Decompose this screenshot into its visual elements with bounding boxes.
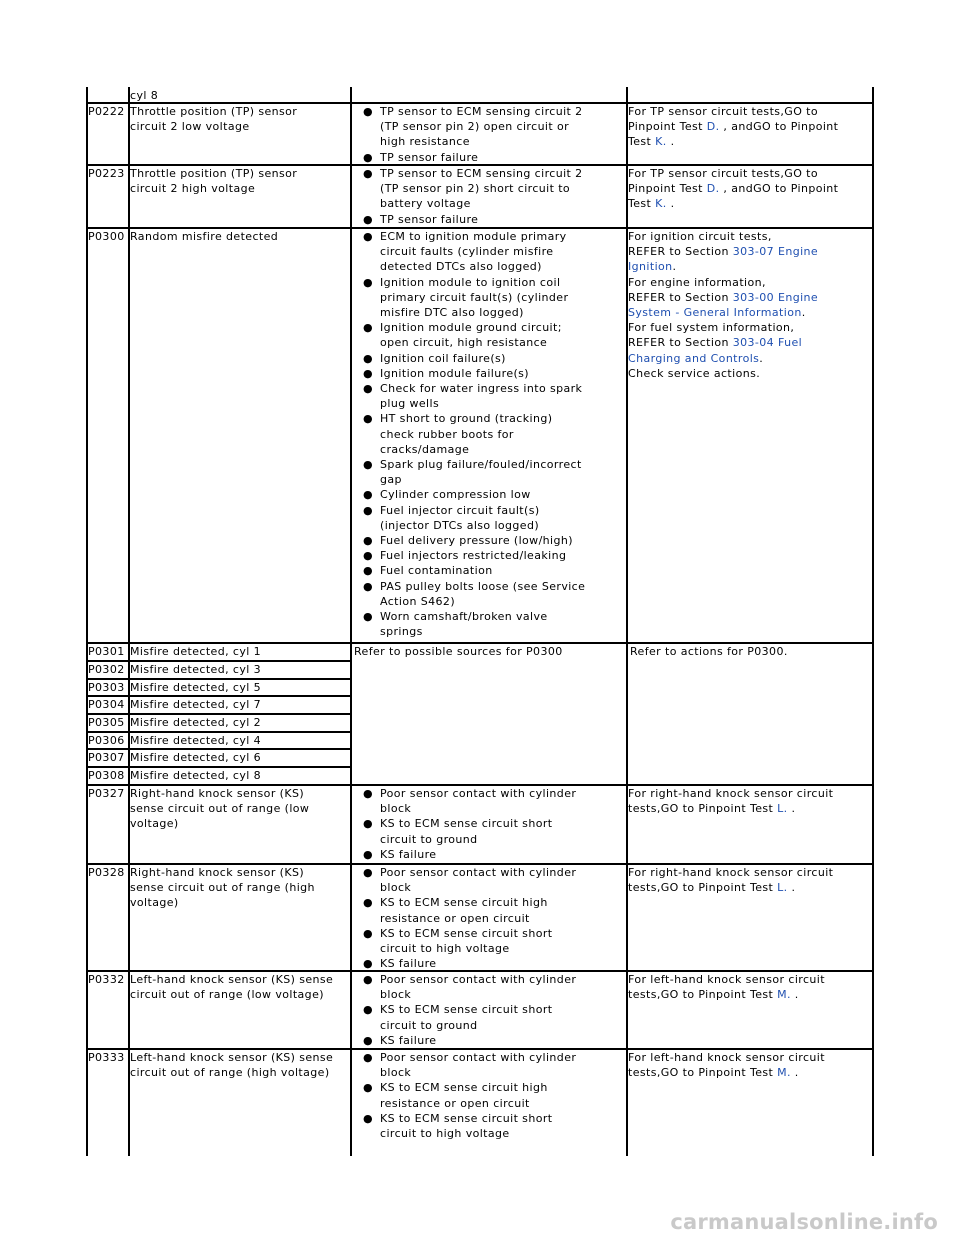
list-item <box>351 1002 576 1032</box>
action-line <box>628 1050 825 1065</box>
list-item <box>351 457 585 487</box>
bullet-icon: ● <box>363 847 373 861</box>
action-line <box>628 786 833 801</box>
bullet-icon: ● <box>363 412 373 426</box>
list-item-text: ECM to ignition module primary <box>380 230 567 243</box>
action-line <box>628 865 833 880</box>
list-item <box>351 956 576 971</box>
list-item <box>351 351 585 366</box>
dtc-code: P0328 <box>88 866 125 879</box>
list-item-text: Spark plug failure/fouled/incorrect <box>380 458 582 472</box>
action-line <box>628 801 833 816</box>
list-item <box>351 1111 576 1141</box>
action-text-segment: Test <box>628 197 656 211</box>
list-item <box>351 816 576 846</box>
list-item-text: Action S462) <box>380 594 456 608</box>
action-text <box>628 1050 825 1080</box>
description-line: voltage) <box>130 896 179 910</box>
list-item-text: open circuit, high resistance <box>380 336 548 350</box>
list-item <box>351 847 576 862</box>
action-text-segment: REFER to Section <box>628 245 733 259</box>
list-item-text: block <box>380 802 412 816</box>
action-text-segment: . <box>672 260 677 274</box>
dtc-code: P0308 <box>88 769 125 782</box>
action-line <box>628 1065 825 1080</box>
action-text-segment: For left-hand knock sensor circuit <box>628 973 825 986</box>
possible-sources-list <box>351 1050 576 1141</box>
action-text <box>628 229 818 381</box>
bullet-icon: ● <box>363 321 373 335</box>
action-text-segment: For ignition circuit tests, <box>628 230 772 243</box>
action-text-segment: Test <box>628 135 656 149</box>
bullet-icon: ● <box>363 549 373 563</box>
list-item-text: circuit faults (cylinder misfire <box>380 245 554 259</box>
col-rule-right <box>872 87 874 1156</box>
dtc-description <box>130 680 261 695</box>
bullet-icon: ● <box>363 1111 373 1125</box>
action-line <box>628 987 825 1002</box>
list-item-text: block <box>380 988 412 1002</box>
dtc-code: P0302 <box>88 663 125 676</box>
list-item-text: circuit to ground <box>380 1018 478 1032</box>
action-text-segment: . <box>759 351 764 365</box>
action-link[interactable]: System - General Information <box>628 306 802 320</box>
description-line: Misfire detected, cyl 1 <box>130 645 261 658</box>
action-line <box>628 134 838 149</box>
dtc-code: P0307 <box>88 751 125 764</box>
possible-sources-list <box>351 166 583 227</box>
list-item-text: gap <box>380 473 402 487</box>
action-text <box>628 865 833 895</box>
list-item <box>351 320 585 350</box>
action-text-segment: . <box>801 306 806 320</box>
description-line: Misfire detected, cyl 5 <box>130 681 261 694</box>
action-link[interactable]: 303-00 Engine <box>732 290 819 304</box>
bullet-icon: ● <box>363 787 373 800</box>
action-text <box>628 786 833 816</box>
action-line <box>628 290 818 305</box>
bullet-icon: ● <box>363 503 373 517</box>
action-link[interactable]: M. <box>777 1066 795 1080</box>
dtc-code: P0303 <box>88 681 125 694</box>
action-text-segment: Pinpoint Test <box>628 182 707 196</box>
possible-sources-list <box>351 786 576 862</box>
dtc-description <box>130 104 297 134</box>
action-link[interactable]: Ignition <box>628 260 673 274</box>
dtc-description <box>130 786 309 832</box>
possible-sources-list <box>351 229 585 639</box>
action-line <box>628 275 818 290</box>
list-item-text: springs <box>380 625 423 639</box>
list-item <box>351 1050 576 1080</box>
description-line: Throttle position (TP) sensor <box>130 167 298 180</box>
bullet-icon: ● <box>363 105 373 118</box>
action-link[interactable]: 303-04 Fuel <box>732 336 803 350</box>
action-line <box>628 320 818 335</box>
action-line <box>628 119 838 134</box>
list-item-text: KS failure <box>380 957 437 971</box>
dtc-code: P0222 <box>88 105 125 118</box>
bullet-icon: ● <box>363 230 373 243</box>
list-item-text: HT short to ground (tracking) <box>380 412 553 426</box>
description-line: Misfire detected, cyl 7 <box>130 698 261 711</box>
action-text-segment: tests,GO to Pinpoint Test <box>628 988 778 1002</box>
bullet-icon: ● <box>363 351 373 365</box>
description-line: cyl 8 <box>130 89 159 102</box>
list-item-text: Fuel injectors restricted/leaking <box>380 549 567 563</box>
dtc-code: P0306 <box>88 734 125 747</box>
bullet-icon: ● <box>363 866 373 879</box>
list-item <box>351 104 583 150</box>
list-item-text: plug wells <box>380 397 440 411</box>
list-item <box>351 579 585 609</box>
dtc-code: P0304 <box>88 698 125 711</box>
description-line: Right-hand knock sensor (KS) <box>130 866 305 879</box>
dtc-description <box>130 166 297 196</box>
list-item-text: Fuel contamination <box>380 564 493 578</box>
bullet-icon: ● <box>363 1051 373 1064</box>
action-link[interactable]: M. <box>777 988 795 1002</box>
action-line <box>628 351 818 366</box>
list-item-text: Poor sensor contact with cylinder <box>380 973 577 986</box>
list-item <box>351 1033 576 1048</box>
dtc-description <box>130 644 261 659</box>
bullet-icon: ● <box>363 610 373 624</box>
bullet-icon: ● <box>363 1033 373 1047</box>
list-item-text: TP sensor failure <box>380 212 479 226</box>
list-item-text: primary circuit fault(s) (cylinder <box>380 290 569 304</box>
action-line <box>628 244 818 259</box>
bullet-icon: ● <box>363 926 373 940</box>
action-text <box>628 166 838 212</box>
description-line: Misfire detected, cyl 6 <box>130 751 261 764</box>
list-item-text: Cylinder compression low <box>380 488 531 502</box>
action-text <box>628 104 838 150</box>
list-item-text: circuit to high voltage <box>380 942 510 956</box>
list-item <box>351 786 576 816</box>
bullet-icon: ● <box>363 534 373 548</box>
possible-sources-list <box>351 865 576 971</box>
description-line: Random misfire detected <box>130 230 279 243</box>
list-item-text: circuit to high voltage <box>380 1127 510 1141</box>
dtc-description <box>130 733 261 748</box>
list-item <box>351 533 585 548</box>
dtc-description <box>130 972 333 1002</box>
list-item-text: Ignition module ground circuit; <box>380 321 562 335</box>
action-text-segment: Pinpoint Test <box>628 120 707 134</box>
action-line <box>628 259 818 274</box>
dtc-description <box>130 1050 333 1080</box>
list-item-text: KS failure <box>380 1033 437 1047</box>
bullet-icon: ● <box>363 488 373 502</box>
action-line <box>628 229 818 244</box>
bullet-icon: ● <box>363 212 373 226</box>
action-text-segment: . <box>794 988 799 1002</box>
list-item-text: Ignition module failure(s) <box>380 366 530 380</box>
action-text-segment: For TP sensor circuit tests,GO to <box>628 105 819 118</box>
action-link[interactable]: L. <box>777 881 792 895</box>
action-text-segment: , andGO to Pinpoint <box>723 182 839 196</box>
action-link[interactable]: D. <box>706 182 724 196</box>
list-item-text: KS to ECM sense circuit short <box>380 817 553 831</box>
list-item-text: KS to ECM sense circuit high <box>380 896 548 910</box>
bullet-icon: ● <box>363 896 373 910</box>
description-line: voltage) <box>130 817 179 831</box>
description-line: sense circuit out of range (low <box>130 802 310 816</box>
bullet-icon: ● <box>363 1081 373 1095</box>
action-text-segment: For fuel system information, <box>628 321 795 335</box>
list-item-text: block <box>380 881 412 895</box>
bullet-icon: ● <box>363 973 373 986</box>
action-line <box>628 166 838 181</box>
list-item-text: block <box>380 1066 412 1080</box>
list-item-text: resistance or open circuit <box>380 911 530 925</box>
action-line <box>628 305 818 320</box>
action-text-segment: . <box>791 802 796 816</box>
action-text <box>628 972 825 1002</box>
dtc-description <box>130 662 261 677</box>
action-text-segment: . <box>791 881 796 895</box>
list-item <box>351 275 585 321</box>
bullet-icon: ● <box>363 957 373 971</box>
dtc-code: P0333 <box>88 1051 125 1064</box>
description-line: Misfire detected, cyl 3 <box>130 663 261 676</box>
description-line: circuit out of range (high voltage) <box>130 1066 330 1080</box>
bullet-icon: ● <box>363 564 373 578</box>
action-text-segment: , andGO to Pinpoint <box>723 120 839 134</box>
description-line: circuit out of range (low voltage) <box>130 988 324 1002</box>
action-link[interactable]: D. <box>706 120 724 134</box>
list-item-text: battery voltage <box>380 197 471 211</box>
action-text-segment: tests,GO to Pinpoint Test <box>628 881 778 895</box>
dtc-description <box>130 865 315 911</box>
dtc-description <box>130 88 158 103</box>
action-text-segment: For engine information, <box>628 275 766 289</box>
list-item-text: Worn camshaft/broken valve <box>380 610 548 624</box>
description-line: Left-hand knock sensor (KS) sense <box>130 1051 334 1064</box>
list-item-text: (TP sensor pin 2) open circuit or <box>380 120 570 134</box>
list-item <box>351 381 585 411</box>
watermark: carmanualsonline.info <box>670 1210 938 1234</box>
list-item-text: resistance or open circuit <box>380 1096 530 1110</box>
action-line <box>628 366 818 381</box>
dtc-description <box>130 768 261 783</box>
description-line: Misfire detected, cyl 2 <box>130 716 261 729</box>
bullet-icon: ● <box>363 167 373 180</box>
list-item-text: misfire DTC also logged) <box>380 306 524 320</box>
action-line <box>628 972 825 987</box>
dtc-description <box>130 715 261 730</box>
list-item <box>351 895 576 925</box>
list-item-text: Poor sensor contact with cylinder <box>380 1051 577 1064</box>
list-item <box>351 229 585 275</box>
bullet-icon: ● <box>363 150 373 164</box>
description-line: Left-hand knock sensor (KS) sense <box>130 973 334 986</box>
action-link[interactable]: Charging and Controls <box>628 351 760 365</box>
action-line <box>628 196 838 211</box>
description-line: circuit 2 high voltage <box>130 182 256 196</box>
list-item <box>351 487 585 502</box>
list-item <box>351 212 583 227</box>
description-line: Misfire detected, cyl 4 <box>130 734 261 747</box>
possible-sources-list <box>351 104 583 165</box>
list-item <box>351 1080 576 1110</box>
list-item-text: (injector DTCs also logged) <box>380 518 540 532</box>
description-line: sense circuit out of range (high <box>130 881 315 895</box>
action-text-segment: tests,GO to Pinpoint Test <box>628 802 778 816</box>
list-item-text: Poor sensor contact with cylinder <box>380 787 577 800</box>
action-line <box>628 181 838 196</box>
description-line: circuit 2 low voltage <box>130 120 250 134</box>
col-rule-left <box>86 87 88 1156</box>
bullet-icon: ● <box>363 817 373 831</box>
list-item-text: TP sensor to ECM sensing circuit 2 <box>380 167 583 180</box>
list-item <box>351 366 585 381</box>
action-text-segment: tests,GO to Pinpoint Test <box>628 1066 778 1080</box>
list-item-text: (TP sensor pin 2) short circuit to <box>380 182 571 196</box>
list-item <box>351 563 585 578</box>
bullet-icon: ● <box>363 382 373 396</box>
list-item-text: KS to ECM sense circuit short <box>380 926 553 940</box>
list-item-text: KS to ECM sense circuit short <box>380 1111 553 1125</box>
list-item <box>351 865 576 895</box>
dtc-code: P0300 <box>88 230 125 243</box>
list-item <box>351 972 576 1002</box>
action-line <box>628 880 833 895</box>
list-item-text: KS to ECM sense circuit high <box>380 1081 548 1095</box>
description-line: Throttle position (TP) sensor <box>130 105 298 118</box>
action-link[interactable]: K. <box>655 135 671 149</box>
description-line: Misfire detected, cyl 8 <box>130 769 261 782</box>
action-text-segment: Check service actions. <box>628 366 761 380</box>
list-item-text: Ignition module to ignition coil <box>380 275 561 289</box>
list-item <box>351 503 585 533</box>
list-item-text: check rubber boots for <box>380 427 514 441</box>
list-item-text: Poor sensor contact with cylinder <box>380 866 577 879</box>
dtc-code: P0327 <box>88 787 125 800</box>
list-item <box>351 411 585 457</box>
action-link[interactable]: L. <box>777 802 792 816</box>
action-link[interactable]: K. <box>655 197 671 211</box>
dtc-code: P0223 <box>88 167 125 180</box>
bullet-icon: ● <box>363 579 373 593</box>
list-item-text: high resistance <box>380 135 470 149</box>
list-item-text: KS to ECM sense circuit short <box>380 1003 553 1017</box>
dtc-description <box>130 750 261 765</box>
bullet-icon: ● <box>363 275 373 289</box>
list-item-text: PAS pulley bolts loose (see Service <box>380 579 586 593</box>
action-text-segment: For TP sensor circuit tests,GO to <box>628 167 819 180</box>
dtc-description <box>130 229 278 244</box>
list-item <box>351 166 583 212</box>
action-text-segment: REFER to Section <box>628 336 733 350</box>
list-item-text: TP sensor failure <box>380 150 479 164</box>
list-item <box>351 150 583 165</box>
action-link[interactable]: 303-07 Engine <box>732 245 819 259</box>
list-item-text: Ignition coil failure(s) <box>380 351 506 365</box>
bullet-icon: ● <box>363 1003 373 1017</box>
list-item-text: Check for water ingress into spark <box>380 382 583 396</box>
action-text-segment: REFER to Section <box>628 290 733 304</box>
list-item-text: TP sensor to ECM sensing circuit 2 <box>380 105 583 118</box>
list-item-text: cracks/damage <box>380 442 470 456</box>
possible-sources-text: Refer to possible sources for P0300 <box>354 645 563 658</box>
dtc-code: P0332 <box>88 973 125 986</box>
list-item <box>351 609 585 639</box>
action-line <box>628 335 818 350</box>
bullet-icon: ● <box>363 458 373 472</box>
list-item-text: Fuel injector circuit fault(s) <box>380 503 540 517</box>
list-item-text: KS failure <box>380 847 437 861</box>
action-text-segment: . <box>670 197 675 211</box>
bullet-icon: ● <box>363 366 373 380</box>
list-item-text: circuit to ground <box>380 832 478 846</box>
action-text-segment: For right-hand knock sensor circuit <box>628 866 834 879</box>
action-text-segment: . <box>670 135 675 149</box>
dtc-description <box>130 697 261 712</box>
list-item-text: detected DTCs also logged) <box>380 260 542 274</box>
possible-sources-list <box>351 972 576 1048</box>
action-line <box>628 104 838 119</box>
list-item-text: Fuel delivery pressure (low/high) <box>380 534 573 548</box>
dtc-code: P0301 <box>88 645 125 658</box>
description-line: Right-hand knock sensor (KS) <box>130 787 305 800</box>
action-text-segment: For left-hand knock sensor circuit <box>628 1051 825 1064</box>
action-text-segment: . <box>794 1066 799 1080</box>
action-text: Refer to actions for P0300. <box>630 645 788 658</box>
dtc-code: P0305 <box>88 716 125 729</box>
list-item <box>351 926 576 956</box>
action-text-segment: For right-hand knock sensor circuit <box>628 787 834 800</box>
list-item <box>351 548 585 563</box>
